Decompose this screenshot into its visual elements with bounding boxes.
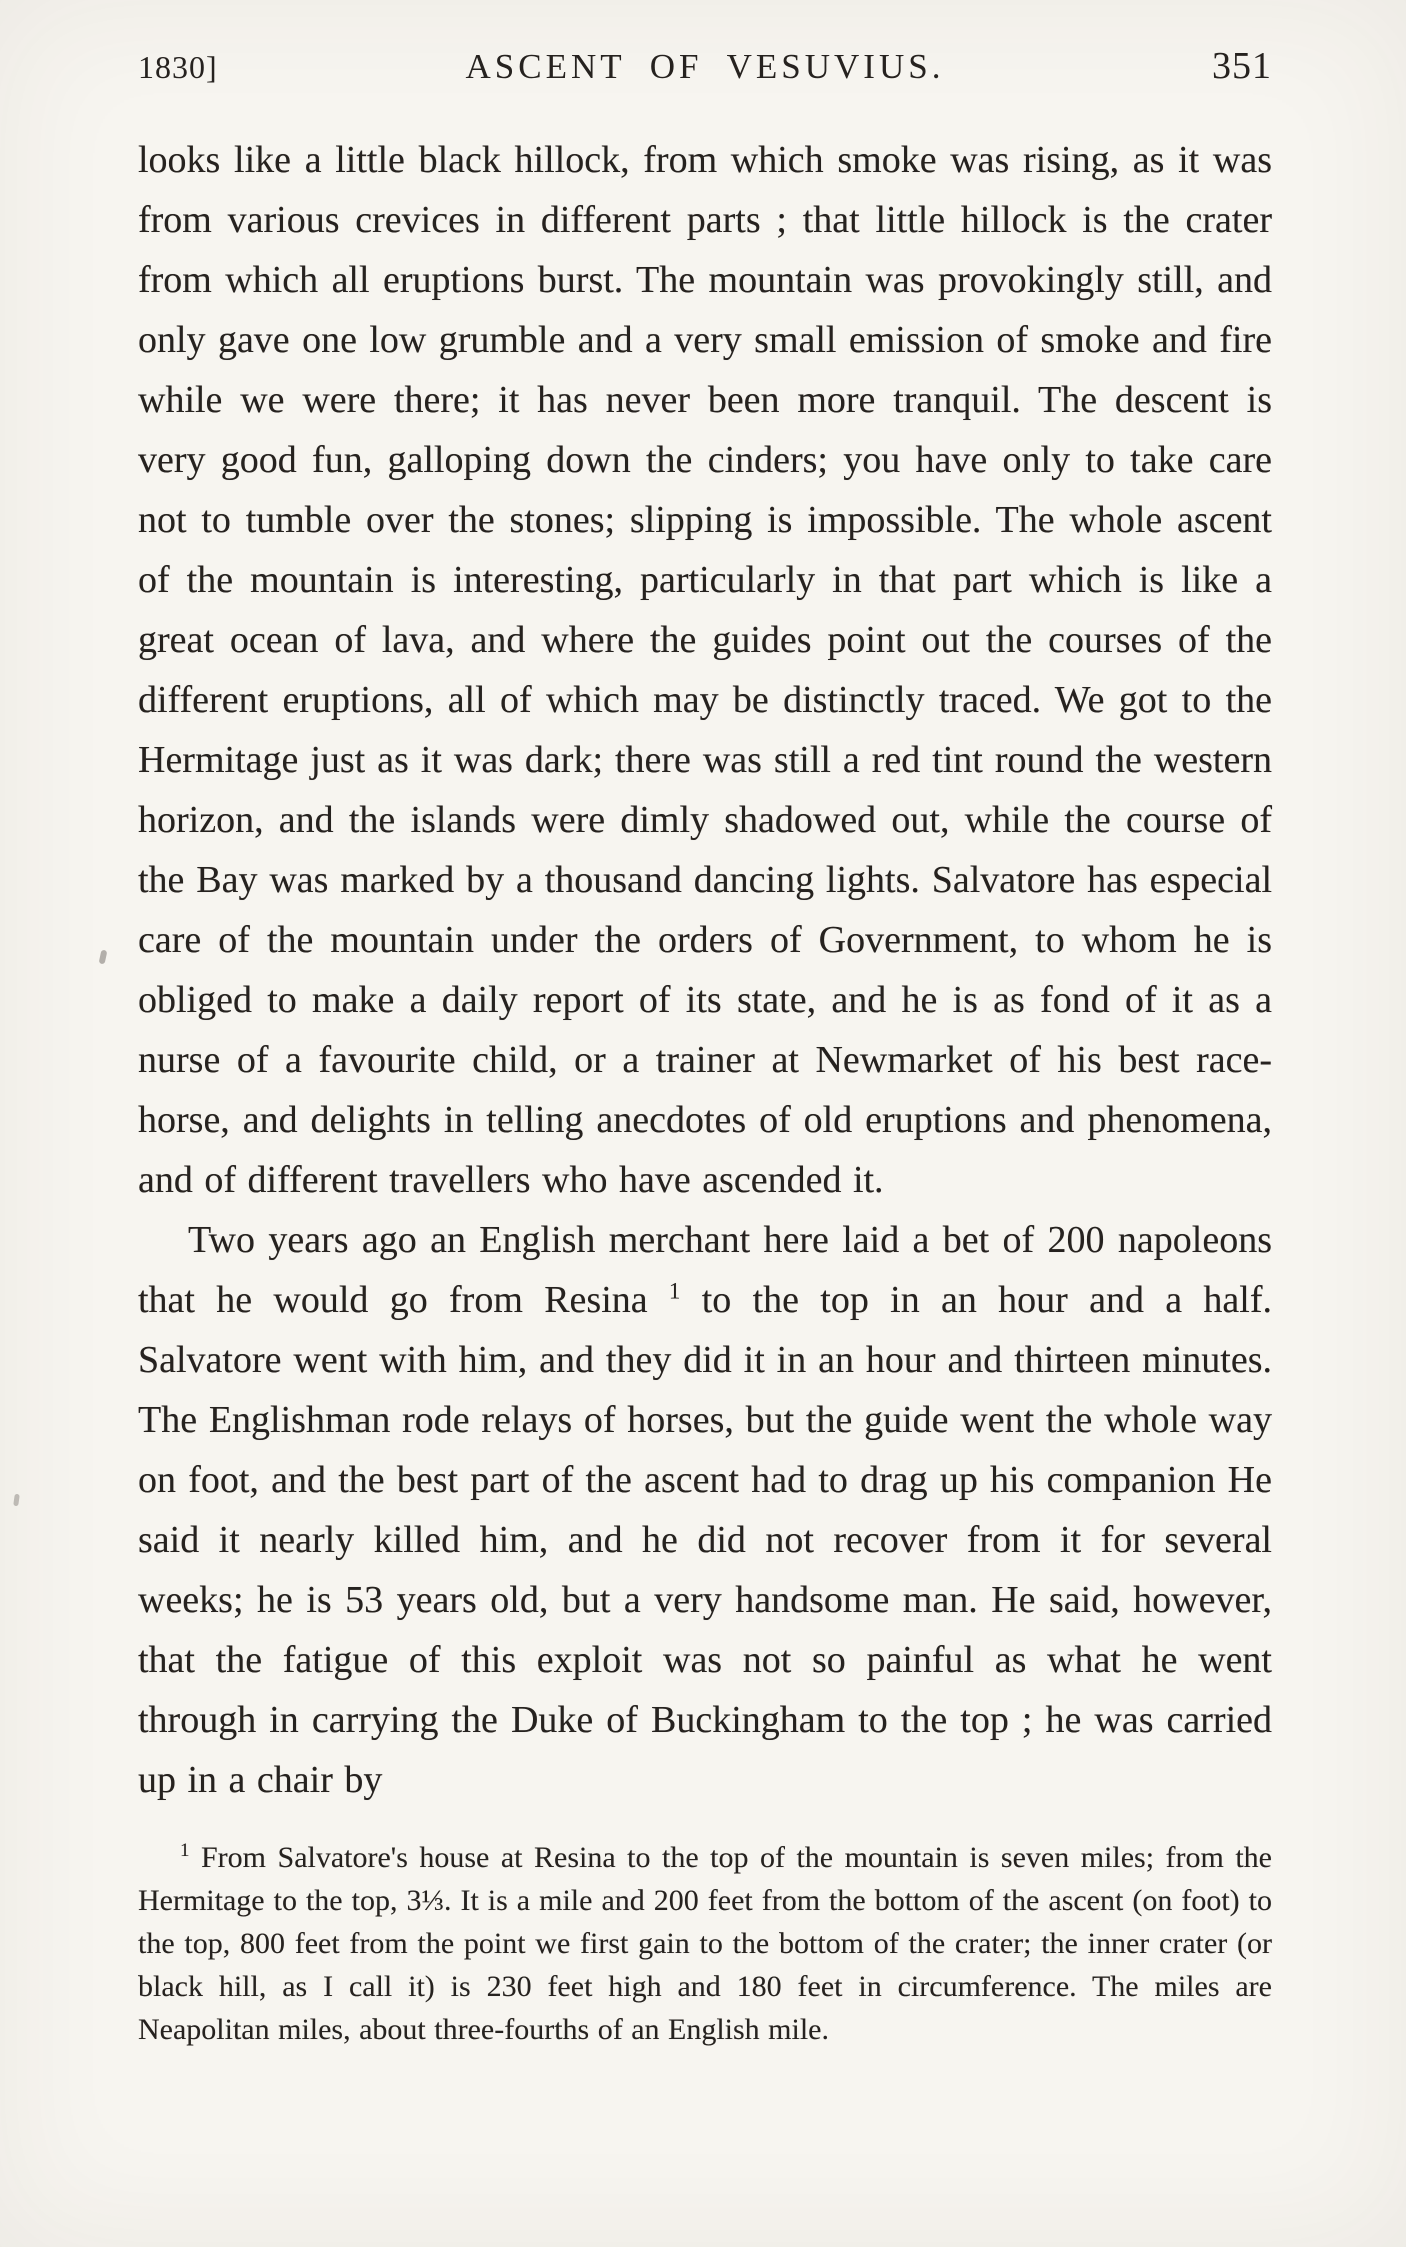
footnote-number-marker: 1 [180, 1840, 190, 1861]
footnote-reference-marker: 1 [668, 1278, 681, 1304]
header-year-label: 1830] [138, 49, 218, 85]
header-title: ASCENT OF VESUVIUS. [465, 47, 945, 86]
running-head [138, 44, 1272, 88]
header-page-number: 351 [1212, 45, 1272, 87]
paragraph-2-text-before-ref: Two years ago an English merchant here laid a bet of 200 napoleons that he would go from Resina [138, 1219, 1272, 1321]
page-body [138, 130, 1272, 1810]
scan-speck [99, 950, 108, 965]
paragraph-2 [138, 1210, 1272, 1810]
paragraph-1: looks like a little black hillock, from which smoke was rising, as it was from various crevices in different parts ; that little hillock is the crater from which all eruptions burst. The mountain was provokingly still, and only gave one low grumble and a very small emission of smoke and fire while we were there; it has never been more tranquil. The descent is very good fun, galloping down the cinders; you have only to take care not to tumble over the stones; slipping is impossible. The whole ascent of the mountain is interesting, particularly in that part which is like a great ocean of lava, and where the guides point out the courses of the different eruptions, all of which may be distinctly traced. We got to the Hermitage just as it was dark; there was still a red tint round the western horizon, and the islands were dimly shadowed out, while the course of the Bay was marked by a thousand dancing lights. Salvatore has especial care of the mountain under the orders of Government, to whom he is obliged to make a daily report of its state, and he is as fond of it as a nurse of a favourite child, or a trainer at Newmarket of his best race-horse, and delights in telling anecdotes of old eruptions and phenomena, and of different travellers who have ascended it. [138, 139, 1272, 1201]
paragraph-2-text-after-ref: to the top in an hour and a half. Salvatore went with him, and they did it in an hour and thirteen minutes. The Englishman rode relays of horses, but the guide went the whole way on foot, and the best part of the ascent had to drag up his companion He said it nearly killed him, and he did not recover from it for several weeks; he is 53 years old, but a very handsome man. He said, however, that the fatigue of this exploit was not so painful as what he went through in carrying the Duke of Buckingham to the top ; he was carried up in a chair by [138, 1279, 1273, 1801]
footnote-section [138, 1836, 1272, 2051]
page-content [138, 44, 1272, 2051]
scan-speck [13, 1494, 20, 1507]
footnote-text: From Salvatore's house at Resina to the top of the mountain is seven miles; from the Hermitage to the top, 3⅓. It is a mile and 200 feet from the bottom of the ascent (on foot) to the top, 800 feet from the point we first gain to the bottom of the crater; the inner crater (or black hill, as I call it) is 230 feet high and 180 feet in circumference. The miles are Neapolitan miles, about three-fourths of an English mile. [138, 1841, 1272, 2046]
footnote-text-block [138, 1836, 1272, 2051]
